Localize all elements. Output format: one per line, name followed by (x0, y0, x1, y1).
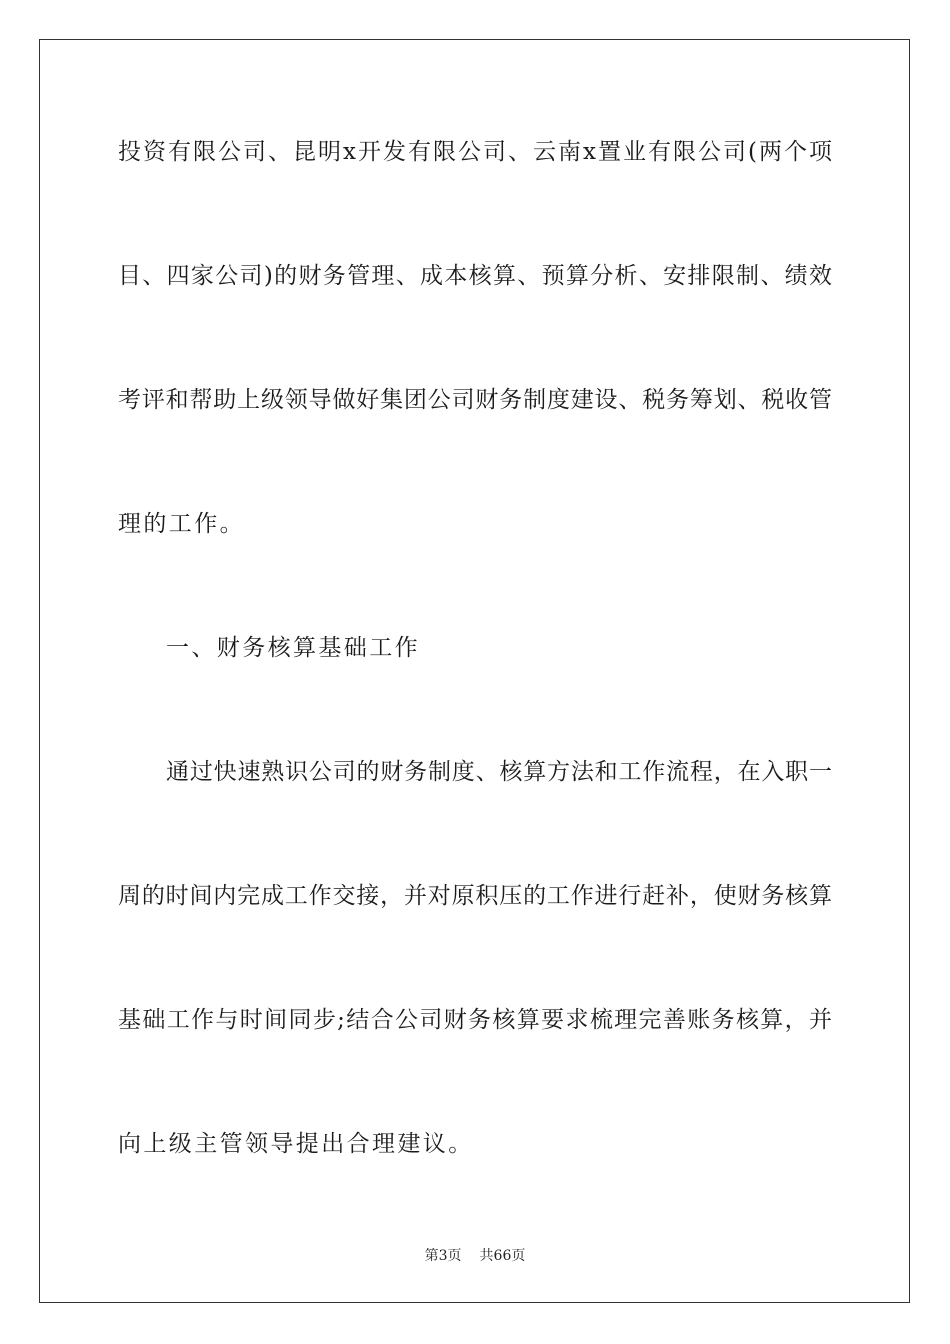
section-heading: 一、财务核算基础工作 (166, 635, 420, 661)
paragraph-line: 考评和帮助上级领导做好集团公司财务制度建设、税务筹划、税收管 (118, 387, 832, 413)
paragraph-line: 周的时间内完成工作交接，并对原积压的工作进行赶补，使财务核算 (118, 883, 832, 909)
paragraph-line: 投资有限公司、昆明x开发有限公司、云南x置业有限公司(两个项 (118, 139, 832, 165)
page-border (39, 39, 910, 1303)
paragraph-line: 理的工作。 (118, 511, 245, 537)
paragraph-line: 向上级主管领导提出合理建议。 (118, 1131, 474, 1157)
page-number: 第3页 (424, 1248, 462, 1264)
paragraph-line: 目、四家公司)的财务管理、成本核算、预算分析、安排限制、绩效 (118, 263, 832, 289)
total-pages: 共66页 (479, 1248, 526, 1264)
page-footer (0, 1247, 950, 1265)
paragraph-line: 通过快速熟识公司的财务制度、核算方法和工作流程，在入职一 (166, 759, 832, 785)
paragraph-line: 基础工作与时间同步;结合公司财务核算要求梳理完善账务核算，并 (118, 1007, 832, 1033)
